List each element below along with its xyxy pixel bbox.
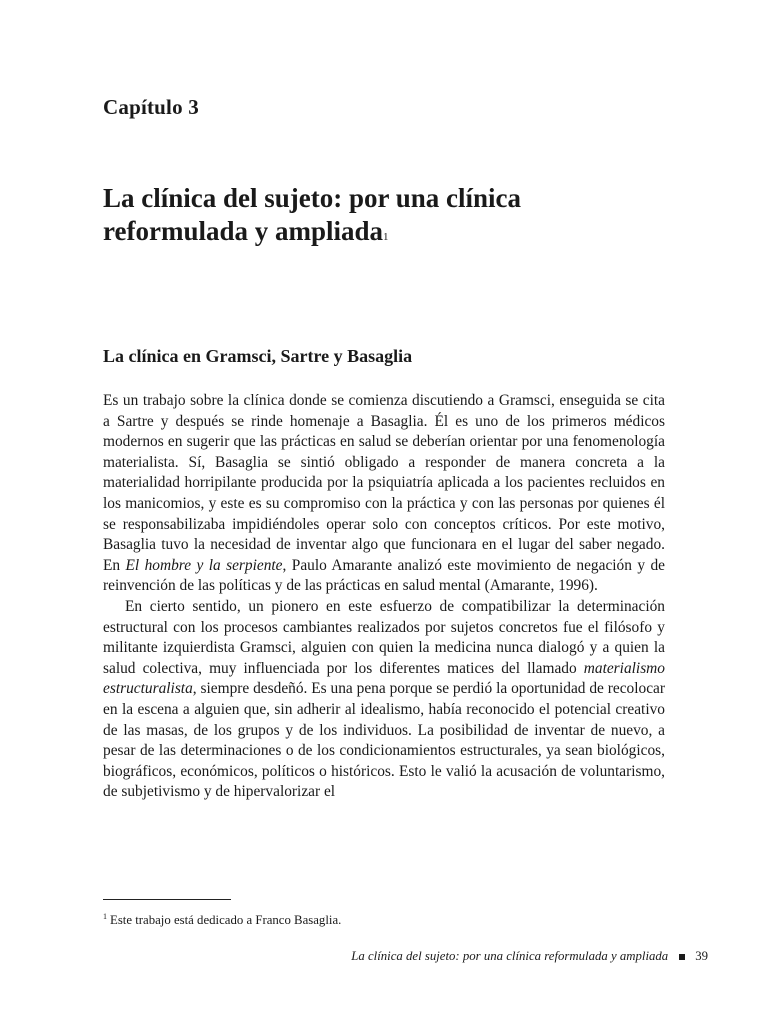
paragraph-1 (103, 391, 665, 597)
book-title-italic: El hombre y la serpiente (125, 556, 283, 574)
section-heading: La clínica en Gramsci, Sartre y Basaglia (103, 346, 413, 366)
paragraph-1-text-b: , Paulo Amarante analizó este movimiento de negación y de reinvención de las políticas y de las prácticas en salud mental (Amarante, 1996). (103, 556, 665, 595)
footnote-ref: 1 (383, 231, 389, 243)
term-italic: materialismo estructuralista (103, 659, 665, 698)
paragraph-2 (103, 597, 665, 803)
footnote-number: 1 (103, 912, 107, 921)
paragraph-1-text-a: Es un trabajo sobre la clínica donde se comienza discutiendo a Gramsci, enseguida se cita a Sartre y después se rinde homenaje a Basaglia. Él es uno de los primeros médicos modernos en sugerir que las prácticas en salud se deberían orientar por una fenomenología materialista. Sí, Basaglia se sintió obligado a responder de manera concreta a la materialidad horripilante producida por la psiquiatría aplicada a los pacientes recluidos en los manicomios, y este es su compromiso con la práctica y con las personas por quienes él se responsabilizaba impidiéndoles operar solo con conceptos críticos. Por este motivo, Basaglia tuvo la necesidad de inventar algo que funcionara en el lugar del saber negado. En (103, 392, 665, 574)
chapter-title (103, 182, 663, 248)
paragraph-2-text-a: En cierto sentido, un pionero en este esfuerzo de compatibilizar la determinación estructural con los procesos cambiantes realizados por sujetos concretos fue el filósofo y militante izquierdista Gramsci, alguien con quien la medicina nunca dialogó y a quien la salud colectiva, muy influenciada por los diferentes matices del llamado (103, 597, 665, 677)
chapter-label: Capítulo 3 (103, 95, 199, 119)
page-number: 39 (695, 949, 708, 963)
footnote (103, 913, 341, 928)
paragraph-2-text-b: , siempre desdeñó. Es una pena porque se perdió la oportunidad de recolocar en la escena a alguien que, sin adherir al idealismo, había reconocido el potencial creativo de las masas, de los grupos y de los individuos. La posibilidad de inventar de nuevo, a pesar de las determinaciones o de los condicionamientos estructurales, ya sean biológicos, biográficos, económicos, políticos o históricos. Esto le valió la acusación de voluntarismo, de subjetivismo y de hipervalorizar el (103, 680, 665, 801)
square-bullet-icon (679, 954, 685, 960)
footnote-divider (103, 899, 231, 900)
footnote-text: Este trabajo está dedicado a Franco Basaglia. (110, 913, 342, 927)
running-footer-title: La clínica del sujeto: por una clínica reformulada y ampliada (351, 949, 669, 963)
running-footer (351, 949, 708, 964)
chapter-title-text: La clínica del sujeto: por una clínica reformulada y ampliada (103, 183, 522, 246)
body-text (103, 391, 665, 803)
